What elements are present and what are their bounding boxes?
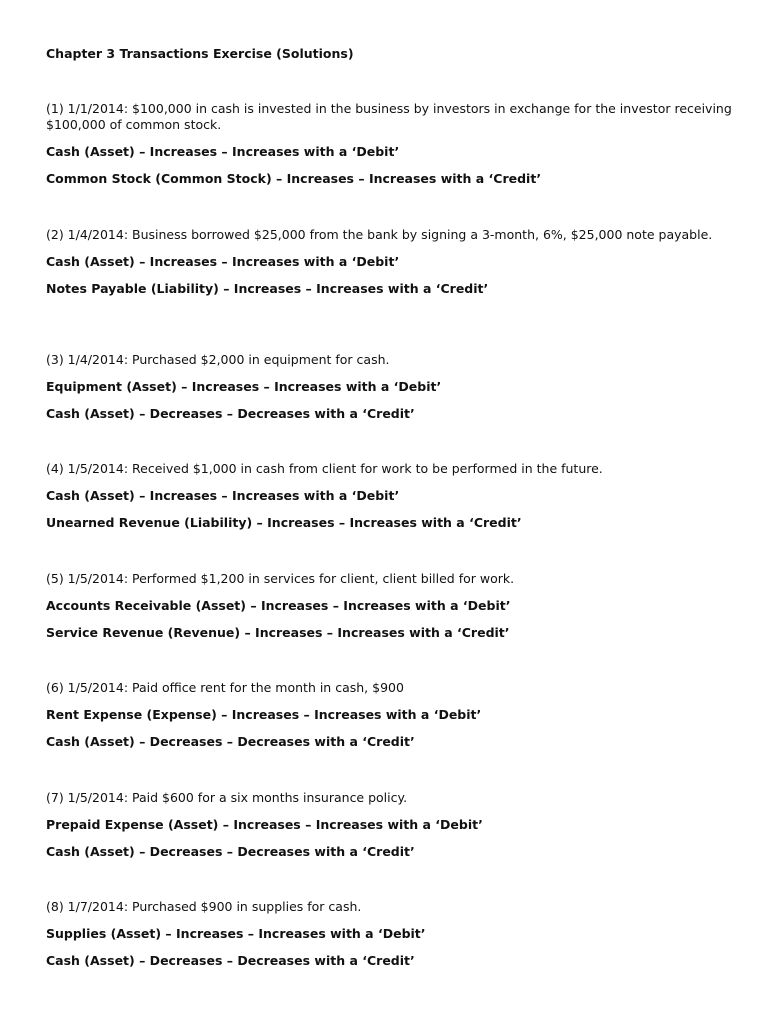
journal-entry-debit: Equipment (Asset) – Increases – Increases with a ‘Debit’ xyxy=(46,379,442,394)
transaction-5 xyxy=(46,571,736,641)
journal-entry-debit: Accounts Receivable (Asset) – Increases – Increases with a ‘Debit’ xyxy=(46,598,511,613)
journal-entry-credit: Cash (Asset) – Decreases – Decreases with a ‘Credit’ xyxy=(46,844,415,859)
transaction-7 xyxy=(46,790,736,860)
transaction-3 xyxy=(46,352,736,422)
transaction-description: (8) 1/7/2014: Purchased $900 in supplies for cash. xyxy=(46,899,362,914)
journal-entry-debit: Rent Expense (Expense) – Increases – Increases with a ‘Debit’ xyxy=(46,707,482,722)
journal-entry-debit: Supplies (Asset) – Increases – Increases with a ‘Debit’ xyxy=(46,926,426,941)
transaction-description: (2) 1/4/2014: Business borrowed $25,000 from the bank by signing a 3-month, 6%, $25,000 note payable. xyxy=(46,227,713,242)
journal-entry-debit: Cash (Asset) – Increases – Increases with a ‘Debit’ xyxy=(46,488,400,503)
document-title: Chapter 3 Transactions Exercise (Solutions) xyxy=(46,46,354,61)
journal-entry-credit: Common Stock (Common Stock) – Increases – Increases with a ‘Credit’ xyxy=(46,171,542,186)
transaction-description: (5) 1/5/2014: Performed $1,200 in services for client, client billed for work. xyxy=(46,571,515,586)
transaction-4 xyxy=(46,461,736,531)
transaction-description: (7) 1/5/2014: Paid $600 for a six months insurance policy. xyxy=(46,790,408,805)
journal-entry-credit: Unearned Revenue (Liability) – Increases – Increases with a ‘Credit’ xyxy=(46,515,522,530)
journal-entry-credit: Cash (Asset) – Decreases – Decreases with a ‘Credit’ xyxy=(46,734,415,749)
journal-entry-credit: Cash (Asset) – Decreases – Decreases with a ‘Credit’ xyxy=(46,953,415,968)
transaction-6 xyxy=(46,680,736,750)
transaction-2 xyxy=(46,227,736,297)
transaction-8 xyxy=(46,899,736,969)
transaction-description: (1) 1/1/2014: $100,000 in cash is invested in the business by investors in exchange for the investor receiving $100,000 of common stock. xyxy=(46,101,732,132)
journal-entry-debit: Prepaid Expense (Asset) – Increases – Increases with a ‘Debit’ xyxy=(46,817,483,832)
transaction-description: (6) 1/5/2014: Paid office rent for the month in cash, $900 xyxy=(46,680,404,695)
journal-entry-debit: Cash (Asset) – Increases – Increases with a ‘Debit’ xyxy=(46,144,400,159)
transaction-description: (3) 1/4/2014: Purchased $2,000 in equipment for cash. xyxy=(46,352,390,367)
journal-entry-credit: Notes Payable (Liability) – Increases – Increases with a ‘Credit’ xyxy=(46,281,489,296)
transaction-description: (4) 1/5/2014: Received $1,000 in cash from client for work to be performed in the future. xyxy=(46,461,603,476)
journal-entry-debit: Cash (Asset) – Increases – Increases with a ‘Debit’ xyxy=(46,254,400,269)
journal-entry-credit: Cash (Asset) – Decreases – Decreases with a ‘Credit’ xyxy=(46,406,415,421)
transaction-1 xyxy=(46,101,736,187)
journal-entry-credit: Service Revenue (Revenue) – Increases – Increases with a ‘Credit’ xyxy=(46,625,510,640)
